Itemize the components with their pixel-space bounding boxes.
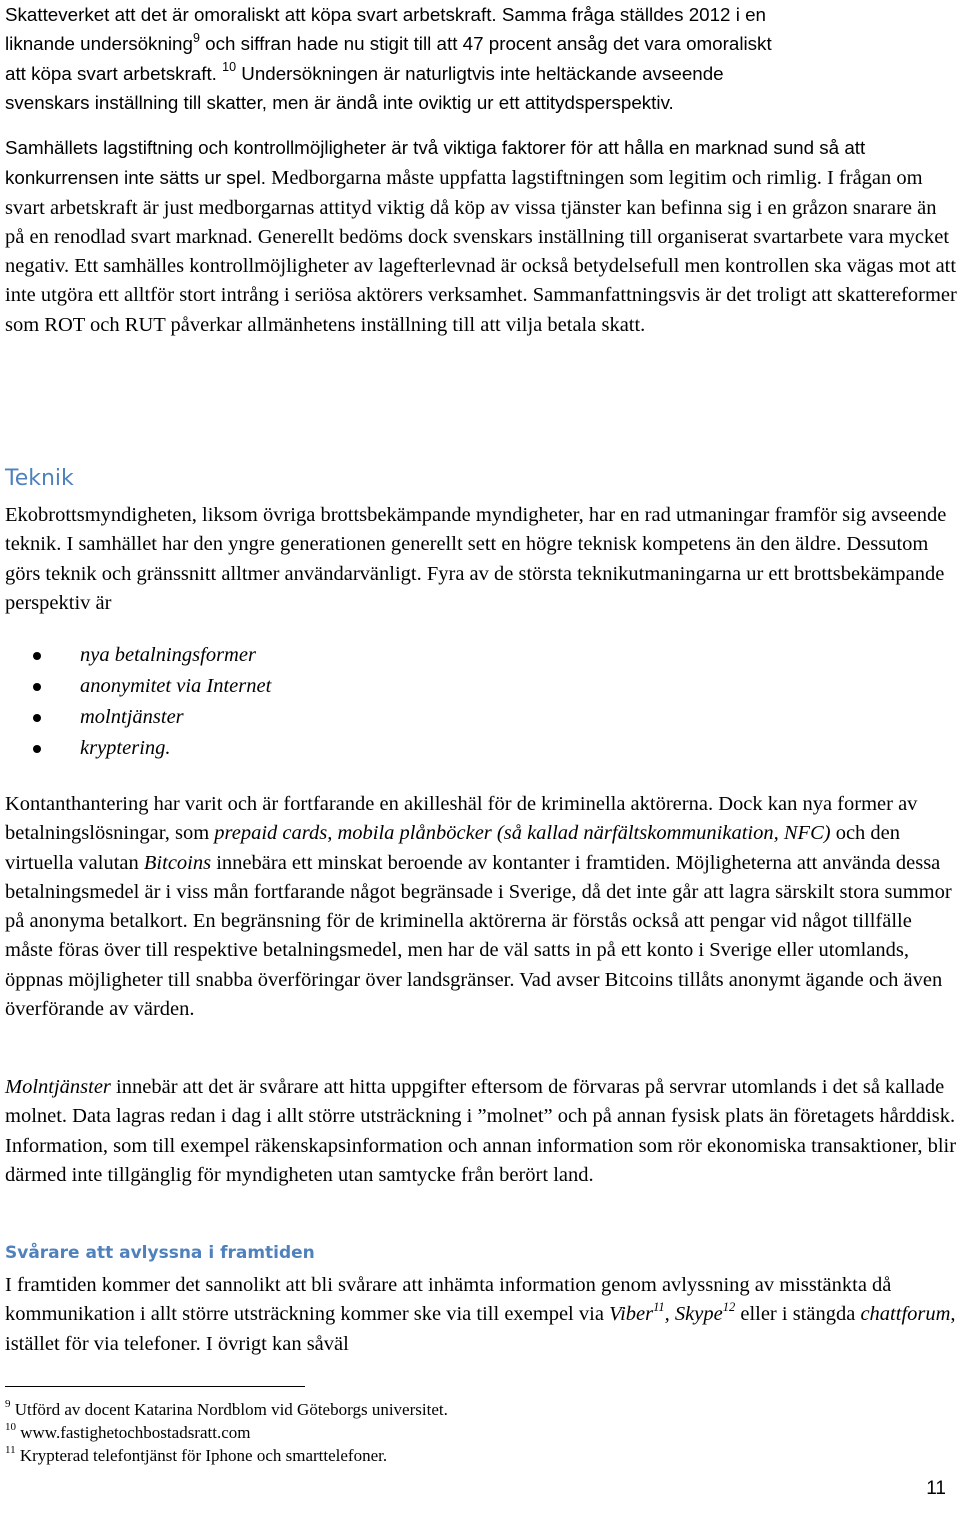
text: att köpa svart arbetskraft. (5, 62, 223, 84)
text: chattforum (860, 1303, 951, 1326)
footnote-number: 10 (5, 1421, 16, 1434)
footnote-number: 11 (5, 1444, 16, 1457)
line: svenskars inställning till skatter, men är ändå inte oviktig ur ett attitydsperspektiv. (5, 91, 674, 113)
footnotes (5, 1398, 905, 1467)
line (5, 59, 955, 88)
footnote-ref-10[interactable]: 10 (222, 60, 237, 75)
text: Kontanthantering har varit och är fortfarande en akilleshäl för de kriminella aktörerna. Dock kan nya former av betalningslösningar, som (5, 793, 918, 845)
footnote-link[interactable]: www.fastighetochbostadsratt.com (16, 1423, 251, 1442)
list-item-text: anonymitet via Internet (80, 675, 272, 697)
footnote-ref-11[interactable]: 11 (653, 1300, 665, 1315)
footnote-10 (5, 1421, 905, 1444)
footnote-11 (5, 1444, 905, 1467)
line: Skatteverket att det är omoraliskt att köpa svart arbetskraft. Samma fråga ställdes 2012 i en (5, 4, 766, 25)
list-item (5, 671, 905, 702)
bullet-icon (33, 745, 41, 753)
bullet-icon (33, 683, 41, 691)
footnote-number: 9 (5, 1398, 11, 1411)
line (5, 29, 955, 58)
text: och den virtuella valutan (5, 822, 901, 874)
footnote-separator (5, 1386, 305, 1387)
footnote-text: Krypterad telefontjänst för Iphone och smarttelefoner. (15, 1446, 388, 1465)
footnote-ref-12[interactable]: 12 (722, 1300, 736, 1315)
paragraph-cloud-services (5, 1073, 957, 1190)
bullet-icon (33, 652, 41, 660)
heading-wiretapping: Svårare att avlyssna i framtiden (5, 1243, 315, 1263)
text: Samhällets lagstiftning och kontrollmöjligheter är två viktiga faktorer för att hålla en marknad sund så att konkurrensen inte sätts ur spel. (5, 137, 866, 189)
list-item (5, 640, 905, 671)
text: Undersökningen är naturligtvis inte heltäckande avseende (236, 62, 724, 84)
heading-teknik: Teknik (5, 466, 74, 491)
challenge-list (5, 640, 905, 764)
text: I framtiden kommer det sannolikt att bli svårare att inhämta information genom avlyssning av misstänkta då kommunikation i allt större utsträckning kommer ske via till exempel via (5, 1274, 892, 1326)
text: och siffran hade nu stigit till att 47 procent ansåg det vara omoraliskt (199, 33, 772, 55)
footnote-ref-9[interactable]: 9 (192, 30, 200, 45)
text: Molntjänster (5, 1076, 111, 1098)
list-item-text: nya betalningsformer (80, 644, 256, 666)
text: Bitcoins (143, 851, 212, 874)
text: eller i stängda (735, 1303, 861, 1326)
text: liknande undersökning (5, 33, 193, 55)
footnote-9 (5, 1398, 905, 1421)
list-item-text: molntjänster (80, 706, 184, 728)
text: innebär att det är svårare att hitta uppgifter eftersom de förvaras på servrar utomlands i det så kallade molnet. Data lagras redan i dag i allt större utsträckning i ”molnet” och på annan fysisk plats än företagets hårddisk. Information, som till exempel räkenskapsinformation och annan information som rör ekonomiska transaktioner, blir därmed inte tillgänglig för myndigheten utan samtycke från berört land. (5, 1076, 957, 1186)
paragraph-legislation (5, 133, 957, 340)
bullet-icon (33, 714, 41, 722)
paragraph-wiretapping (5, 1271, 957, 1359)
text: , (664, 1303, 675, 1326)
list-item (5, 702, 905, 733)
list-item-text: kryptering. (80, 737, 171, 759)
page-number: 11 (926, 1478, 946, 1499)
text: , istället för via telefoner. I övrigt kan såväl (5, 1303, 956, 1355)
text: Viber (609, 1303, 654, 1326)
paragraph-technology-challenges: Ekobrottsmyndigheten, liksom övriga brottsbekämpande myndigheter, har en rad utmaningar framför sig avseende teknik. I samhället har den yngre generationen generellt sett en högre teknisk kompetens än den äldre. Dessutom görs teknik och gränssnitt alltmer användarvänligt. Fyra av de största teknikutmaningarna ur ett brottsbekämpande perspektiv är (5, 504, 947, 614)
text: Medborgarna måste uppfatta lagstiftningen som legitim och rimlig. I frågan om svart arbetskraft är just medborgarnas attityd viktig då köp av vissa tjänster kan befinna sig i en gråzon snarare än på en renodlad svart marknad. Generellt bedöms dock svenskars inställning till organiserat svartarbete vara mycket negativ. Ett samhälles kontrollmöjligheter av lagefterlevnad är också betydelsefull men kontrollen ska vägas mot att inte utgöra ett alltför stort intrång i seriösa aktörers verksamhet. Sammanfattningsvis är det troligt att skattereformer som ROT och RUT påverkar allmänhetens inställning till att vilja betala skatt. (5, 167, 957, 336)
list-item (5, 733, 905, 764)
paragraph-attitude-survey (5, 0, 955, 117)
text: Skype (674, 1303, 723, 1326)
paragraph-payment-methods (5, 790, 957, 1024)
footnote-text: Utförd av docent Katarina Nordblom vid Göteborgs universitet. (10, 1400, 448, 1419)
text: prepaid cards, mobila plånböcker (så kallad närfältskommunikation, NFC) (214, 822, 831, 845)
text: innebära ett minskat beroende av kontanter i framtiden. Möjligheterna att använda dessa betalningsmedel är i viss mån fortfarande något begränsade i Sverige, då det inte går att lagra särskilt stora summor på anonyma betalkort. En begränsning för de kriminella aktörerna är förstås också att pengar vid något tillfälle måste föras över till respektive betalningsmedel, men har de väl satts in på ett konto i Sverige eller utomlands, öppnas möjligheter till snabba överföringar över landsgränser. Vad avser Bitcoins tillåts anonymt ägande och även överförande av värden. (5, 851, 952, 1021)
